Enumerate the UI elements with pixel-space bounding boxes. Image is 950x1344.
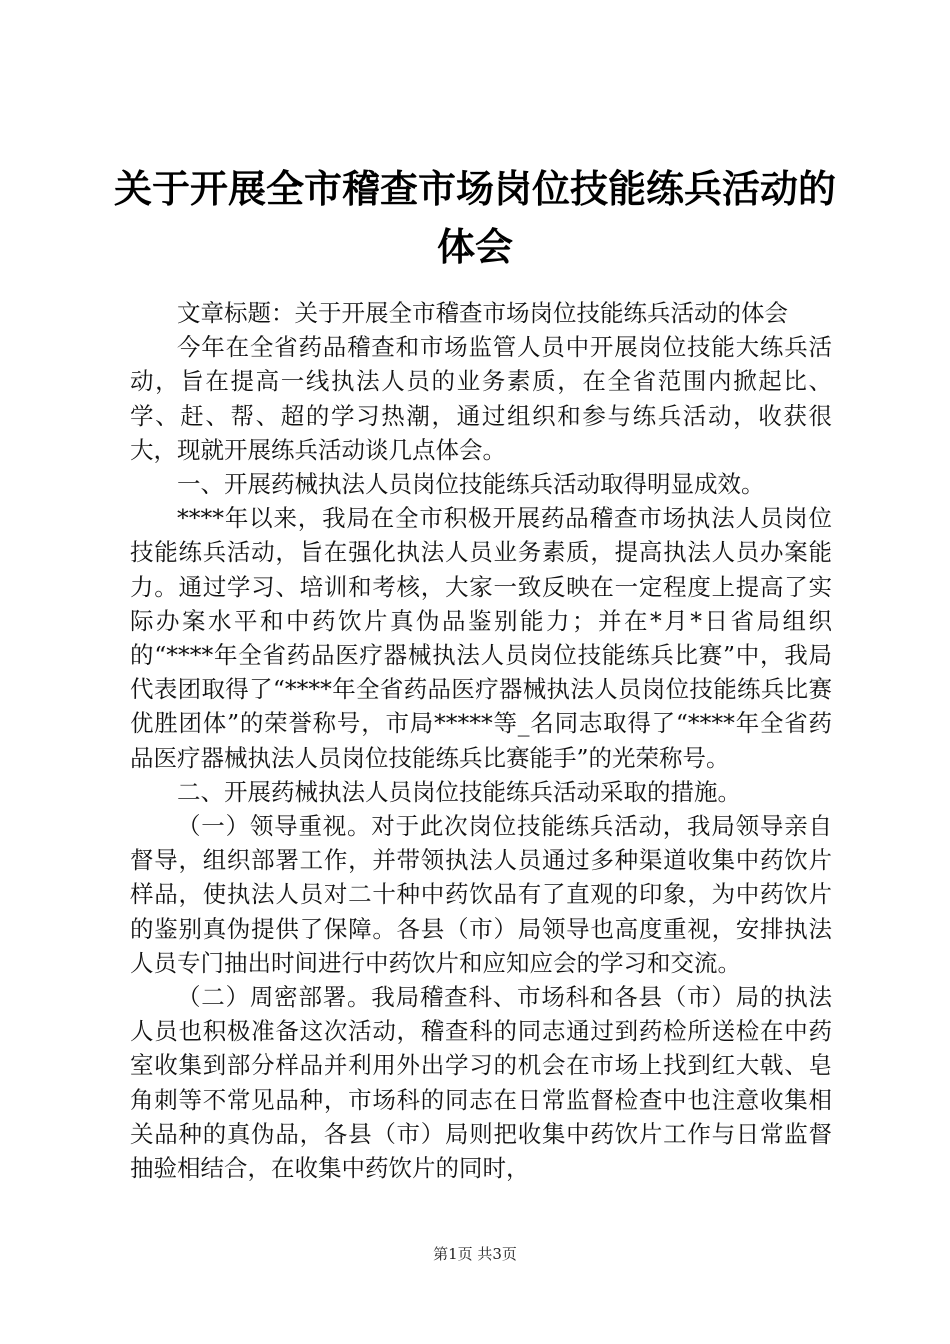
- section-heading-1: 一、开展药械执法人员岗位技能练兵活动取得明显成效。: [177, 470, 765, 499]
- page-footer: 第1页 共3页: [433, 1245, 517, 1263]
- paragraph-achievements: ****年以来，我局在全市积极开展药品稽查市场执法人员岗位技能练兵活动，旨在强化执法人员业务素质，提高执法人员办案能力。通过学习、培训和考核，大家一致反映在一定程度上提高了实际办案水平和中药饮片真伪品鉴别能力；并在*月*日省局组织的“****年全省药品医疗器械执法人员岗位技能练兵比赛”中，我局代表团取得了“****年全省药品医疗器械执法人员岗位技能练兵比赛优胜团体”的荣誉称号，市局*****等_名同志取得了“****年全省药品医疗器械执法人员岗位技能练兵比赛能手”的光荣称号。: [130, 504, 832, 772]
- paragraph-leadership: （一）领导重视。对于此次岗位技能练兵活动，我局领导亲自督导，组织部署工作，并带领执法人员通过多种渠道收集中药饮片样品，使执法人员对二十种中药饮品有了直观的印象，为中药饮片的鉴别真伪提供了保障。各县（市）局领导也高度重视，安排执法人员专门抽出时间进行中药饮片和应知应会的学习和交流。: [130, 812, 832, 977]
- section-heading-2: 二、开展药械执法人员岗位技能练兵活动采取的措施。: [177, 777, 741, 806]
- document-title: 关于开展全市稽查市场岗位技能练兵活动的体会: [113, 167, 836, 269]
- paragraph-deployment: （二）周密部署。我局稽查科、市场科和各县（市）局的执法人员也积极准备这次活动，稽查科的同志通过到药检所送检在中药室收集到部分样品并利用外出学习的机会在市场上找到红大戟、皂角刺等不常见品种，市场科的同志在日常监督检查中也注意收集相关品种的真伪品，各县（市）局则把收集中药饮片工作与日常监督抽验相结合，在收集中药饮片的同时，: [130, 983, 832, 1183]
- document-body: [130, 296, 832, 1185]
- paragraph-intro: 今年在全省药品稽查和市场监管人员中开展岗位技能大练兵活动，旨在提高一线执法人员的业务素质，在全省范围内掀起比、学、赶、帮、超的学习热潮，通过组织和参与练兵活动，收获很大，现就开展练兵活动谈几点体会。: [130, 333, 832, 464]
- paragraph-article-title: 文章标题：关于开展全市稽查市场岗位技能练兵活动的体会: [177, 299, 788, 327]
